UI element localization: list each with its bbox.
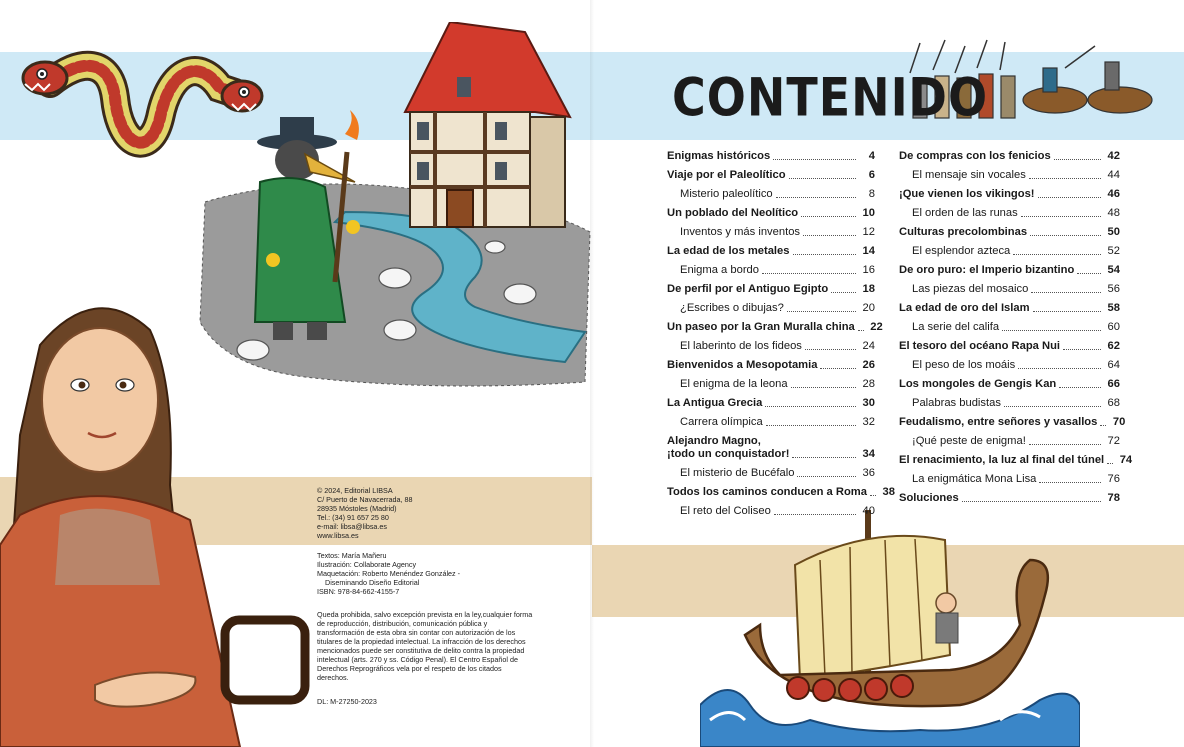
toc-leader-dots bbox=[1054, 159, 1101, 160]
toc-entry-label: Culturas precolombinas bbox=[899, 226, 1028, 238]
credit-line: © 2024, Editorial LIBSA bbox=[317, 486, 393, 495]
toc-leader-dots bbox=[797, 476, 856, 477]
toc-subentry[interactable] bbox=[899, 321, 1120, 334]
toc-subentry[interactable] bbox=[899, 359, 1120, 372]
toc-subentry[interactable] bbox=[667, 302, 875, 315]
toc-leader-dots bbox=[1018, 368, 1101, 369]
toc-entry-page: 4 bbox=[868, 150, 875, 162]
toc-entry[interactable] bbox=[667, 321, 883, 334]
toc-entry-label: Los mongoles de Gengis Kan bbox=[899, 378, 1057, 390]
toc-entry-page: 64 bbox=[1107, 359, 1120, 371]
toc-subentry[interactable] bbox=[667, 226, 875, 239]
toc-entry-label: Las piezas del mosaico bbox=[912, 283, 1029, 295]
toc-entry-label: ¡Que vienen los vikingos! bbox=[899, 188, 1035, 200]
toc-leader-dots bbox=[1031, 292, 1101, 293]
toc-entry-label: Carrera olímpica bbox=[680, 416, 763, 428]
website-link[interactable]: www.libsa.es bbox=[317, 531, 359, 540]
toc-entry-label: El peso de los moáis bbox=[912, 359, 1016, 371]
toc-entry-label: Un poblado del Neolítico bbox=[667, 207, 799, 219]
toc-entry-label: Todos los caminos conducen a Roma bbox=[667, 486, 867, 498]
toc-entry[interactable] bbox=[899, 454, 1133, 467]
toc-leader-dots bbox=[1063, 349, 1101, 350]
toc-subentry[interactable] bbox=[667, 188, 875, 201]
toc-entry[interactable] bbox=[667, 150, 875, 163]
toc-entry[interactable] bbox=[899, 188, 1120, 201]
toc-leader-dots bbox=[1038, 197, 1101, 198]
toc-leader-dots bbox=[1029, 444, 1101, 445]
toc-entry-label-line1: Alejandro Magno, bbox=[667, 435, 761, 447]
toc-entry-page: 30 bbox=[862, 397, 875, 409]
toc-leader-dots bbox=[805, 349, 856, 350]
house-illustration bbox=[405, 22, 570, 227]
toc-entry-label: La edad de los metales bbox=[667, 245, 790, 257]
credit-line: 28935 Móstoles (Madrid) bbox=[317, 504, 397, 513]
mona-lisa-illustration bbox=[0, 285, 310, 747]
toc-entry-page: 22 bbox=[870, 321, 883, 333]
toc-entry-label: Viaje por el Paleolítico bbox=[667, 169, 786, 181]
toc-leader-dots bbox=[1002, 330, 1101, 331]
toc-entry-label: El orden de las runas bbox=[912, 207, 1018, 219]
toc-subentry[interactable] bbox=[899, 207, 1120, 220]
toc-entry-label: El reto del Coliseo bbox=[680, 505, 771, 517]
toc-entry-page: 24 bbox=[862, 340, 875, 352]
toc-leader-dots bbox=[801, 216, 856, 217]
toc-entry-label: Bienvenidos a Mesopotamia bbox=[667, 359, 818, 371]
toc-leader-dots bbox=[1029, 178, 1101, 179]
toc-entry[interactable] bbox=[899, 264, 1120, 277]
toc-entry-page: 44 bbox=[1107, 169, 1120, 181]
toc-subentry[interactable] bbox=[667, 264, 875, 277]
toc-entry[interactable] bbox=[667, 245, 875, 258]
toc-entry-label: El laberinto de los fideos bbox=[680, 340, 802, 352]
toc-entry-page: 70 bbox=[1112, 416, 1126, 428]
credit-line: Ilustración: Collaborate Agency bbox=[317, 560, 417, 569]
toc-leader-dots bbox=[766, 425, 856, 426]
toc-entry-page: 78 bbox=[1107, 492, 1120, 504]
toc-entry-page: 12 bbox=[862, 226, 875, 238]
toc-entry-label: De compras con los fenicios bbox=[899, 150, 1051, 162]
publisher-info bbox=[317, 486, 413, 540]
toc-entry[interactable] bbox=[899, 226, 1120, 239]
toc-entry-page: 52 bbox=[1107, 245, 1120, 257]
toc-entry-page: 10 bbox=[862, 207, 875, 219]
toc-entry-label: El tesoro del océano Rapa Nui bbox=[899, 340, 1061, 352]
toc-leader-dots bbox=[773, 159, 856, 160]
toc-entry[interactable] bbox=[667, 359, 875, 372]
toc-leader-dots bbox=[1030, 235, 1101, 236]
toc-subentry[interactable] bbox=[899, 435, 1120, 448]
toc-entry-page: 14 bbox=[862, 245, 875, 257]
toc-entry-page: 34 bbox=[862, 448, 875, 460]
toc-entry-page: 66 bbox=[1107, 378, 1120, 390]
toc-leader-dots bbox=[765, 406, 856, 407]
toc-entry-page: 6 bbox=[868, 169, 875, 181]
toc-leader-dots bbox=[858, 330, 864, 331]
toc-subentry[interactable] bbox=[667, 340, 875, 353]
toc-leader-dots bbox=[1004, 406, 1101, 407]
toc-entry-page: 18 bbox=[862, 283, 875, 295]
toc-entry-alejandro[interactable] bbox=[667, 435, 875, 461]
toc-entry-page: 72 bbox=[1107, 435, 1120, 447]
toc-entry-page: 58 bbox=[1107, 302, 1120, 314]
toc-entry-label-line2: ¡todo un conquistador! bbox=[667, 448, 790, 460]
toc-leader-dots bbox=[820, 368, 856, 369]
toc-leader-dots bbox=[787, 311, 856, 312]
toc-leader-dots bbox=[962, 501, 1101, 502]
toc-subentry[interactable] bbox=[667, 505, 875, 518]
credit-line: Maquetación: Roberto Menéndez González - bbox=[317, 569, 461, 578]
toc-entry-page: 60 bbox=[1107, 321, 1120, 333]
toc-entry-page: 26 bbox=[862, 359, 875, 371]
toc-entry-label: El misterio de Bucéfalo bbox=[680, 467, 795, 479]
toc-entry-label: El mensaje sin vocales bbox=[912, 169, 1026, 181]
isbn: ISBN: 978-84-662-4155-7 bbox=[317, 587, 400, 596]
credit-line: C/ Puerto de Navacerrada, 88 bbox=[317, 495, 413, 504]
toc-subentry[interactable] bbox=[667, 416, 875, 429]
toc-entry-label: Soluciones bbox=[899, 492, 959, 504]
toc-entry-page: 42 bbox=[1107, 150, 1120, 162]
toc-leader-dots bbox=[776, 197, 856, 198]
toc-entry-label: El esplendor azteca bbox=[912, 245, 1011, 257]
toc-leader-dots bbox=[792, 457, 856, 458]
toc-entry[interactable] bbox=[667, 283, 875, 296]
credit-line: Diseminando Diseño Editorial bbox=[325, 578, 420, 587]
toc-entry-page: 74 bbox=[1119, 454, 1133, 466]
toc-entry[interactable] bbox=[899, 378, 1120, 391]
toc-subentry[interactable] bbox=[899, 473, 1120, 486]
toc-entry-page: 20 bbox=[862, 302, 875, 314]
authors-info bbox=[317, 551, 460, 596]
toc-entry-label: Feudalismo, entre señores y vasallos bbox=[899, 416, 1098, 428]
toc-leader-dots bbox=[793, 254, 857, 255]
email-link[interactable]: e-mail: libsa@libsa.es bbox=[317, 522, 388, 531]
toc-entry[interactable] bbox=[667, 397, 875, 410]
toc-column-left bbox=[667, 150, 895, 524]
toc-subentry[interactable] bbox=[899, 245, 1120, 258]
toc-entry[interactable] bbox=[667, 169, 875, 182]
toc-entry-page: 68 bbox=[1107, 397, 1120, 409]
toc-leader-dots bbox=[831, 292, 856, 293]
toc-entry-label: La serie del califa bbox=[912, 321, 1000, 333]
toc-entry-page: 28 bbox=[862, 378, 875, 390]
toc-entry[interactable] bbox=[899, 302, 1120, 315]
toc-entry-page: 40 bbox=[862, 505, 875, 517]
toc-entry-page: 38 bbox=[882, 486, 895, 498]
toc-entry-label: De perfil por el Antiguo Egipto bbox=[667, 283, 829, 295]
toc-subentry[interactable] bbox=[667, 378, 875, 391]
viking-ship-illustration bbox=[700, 505, 1080, 747]
toc-entry-label: ¡Qué peste de enigma! bbox=[912, 435, 1026, 447]
toc-leader-dots bbox=[1033, 311, 1101, 312]
toc-entry-label: La enigmática Mona Lisa bbox=[912, 473, 1037, 485]
toc-entry-label: Palabras budistas bbox=[912, 397, 1001, 409]
toc-entry[interactable] bbox=[667, 486, 895, 499]
toc-leader-dots bbox=[1107, 463, 1113, 464]
toc-entry-page: 8 bbox=[868, 188, 875, 200]
toc-entry-label: Enigmas históricos bbox=[667, 150, 771, 162]
page-title: CONTENIDO bbox=[672, 65, 989, 129]
toc-entry[interactable] bbox=[899, 416, 1126, 429]
toc-entry-page: 62 bbox=[1107, 340, 1120, 352]
toc-entry-page: 54 bbox=[1107, 264, 1120, 276]
toc-leader-dots bbox=[1077, 273, 1101, 274]
toc-leader-dots bbox=[1013, 254, 1101, 255]
toc-leader-dots bbox=[789, 178, 856, 179]
toc-entry[interactable] bbox=[899, 492, 1120, 505]
toc-leader-dots bbox=[774, 514, 856, 515]
toc-entry-label: Enigma a bordo bbox=[680, 264, 759, 276]
toc-entry-page: 50 bbox=[1107, 226, 1120, 238]
toc-entry-label: De oro puro: el Imperio bizantino bbox=[899, 264, 1075, 276]
toc-leader-dots bbox=[1021, 216, 1101, 217]
toc-entry[interactable] bbox=[899, 340, 1120, 353]
toc-entry[interactable] bbox=[899, 150, 1120, 163]
toc-subentry[interactable] bbox=[899, 169, 1120, 182]
toc-entry[interactable] bbox=[667, 207, 875, 220]
toc-entry-label: La edad de oro del Islam bbox=[899, 302, 1030, 314]
toc-entry-page: 36 bbox=[862, 467, 875, 479]
toc-entry-page: 48 bbox=[1107, 207, 1120, 219]
toc-leader-dots bbox=[1100, 425, 1106, 426]
toc-leader-dots bbox=[1059, 387, 1101, 388]
toc-entry-label: Misterio paleolítico bbox=[680, 188, 773, 200]
toc-entry-page: 46 bbox=[1107, 188, 1120, 200]
toc-entry-label: ¿Escribes o dibujas? bbox=[680, 302, 784, 314]
toc-leader-dots bbox=[1039, 482, 1101, 483]
toc-subentry[interactable] bbox=[899, 397, 1120, 410]
toc-entry-label: Un paseo por la Gran Muralla china bbox=[667, 321, 855, 333]
credit-line: Textos: María Mañeru bbox=[317, 551, 387, 560]
toc-subentry[interactable] bbox=[899, 283, 1120, 296]
toc-entry-page: 56 bbox=[1107, 283, 1120, 295]
toc-entry-page: 32 bbox=[862, 416, 875, 428]
toc-column-right bbox=[899, 150, 1133, 511]
toc-entry-label: Inventos y más inventos bbox=[680, 226, 801, 238]
legal-deposit: DL: M-27250-2023 bbox=[317, 697, 377, 706]
toc-entry-page: 16 bbox=[862, 264, 875, 276]
toc-leader-dots bbox=[803, 235, 856, 236]
toc-entry-label: La Antigua Grecia bbox=[667, 397, 763, 409]
toc-entry-page: 76 bbox=[1107, 473, 1120, 485]
toc-entry-label: El enigma de la leona bbox=[680, 378, 788, 390]
toc-leader-dots bbox=[791, 387, 856, 388]
toc-entry-label: El renacimiento, la luz al final del túnel bbox=[899, 454, 1105, 466]
legal-notice: Queda prohibida, salvo excepción prevista en la ley,cualquier forma de reproducción, distribución, comunicación pública y transformación de esta obra sin contar con autorización de los titulares de la propiedad intelectual. La infracción de los derechos mencionados puede ser constitutiva de delito contra la propiedad intelectual (arts. 270 y ss. Código Penal). El Centro Español de Derechos Reprográficos vela por el respeto de los citados derechos. bbox=[317, 610, 533, 682]
toc-subentry[interactable] bbox=[667, 467, 875, 480]
credit-line: Tel.: (34) 91 657 25 80 bbox=[317, 513, 389, 522]
toc-leader-dots bbox=[762, 273, 856, 274]
toc-leader-dots bbox=[870, 495, 876, 496]
